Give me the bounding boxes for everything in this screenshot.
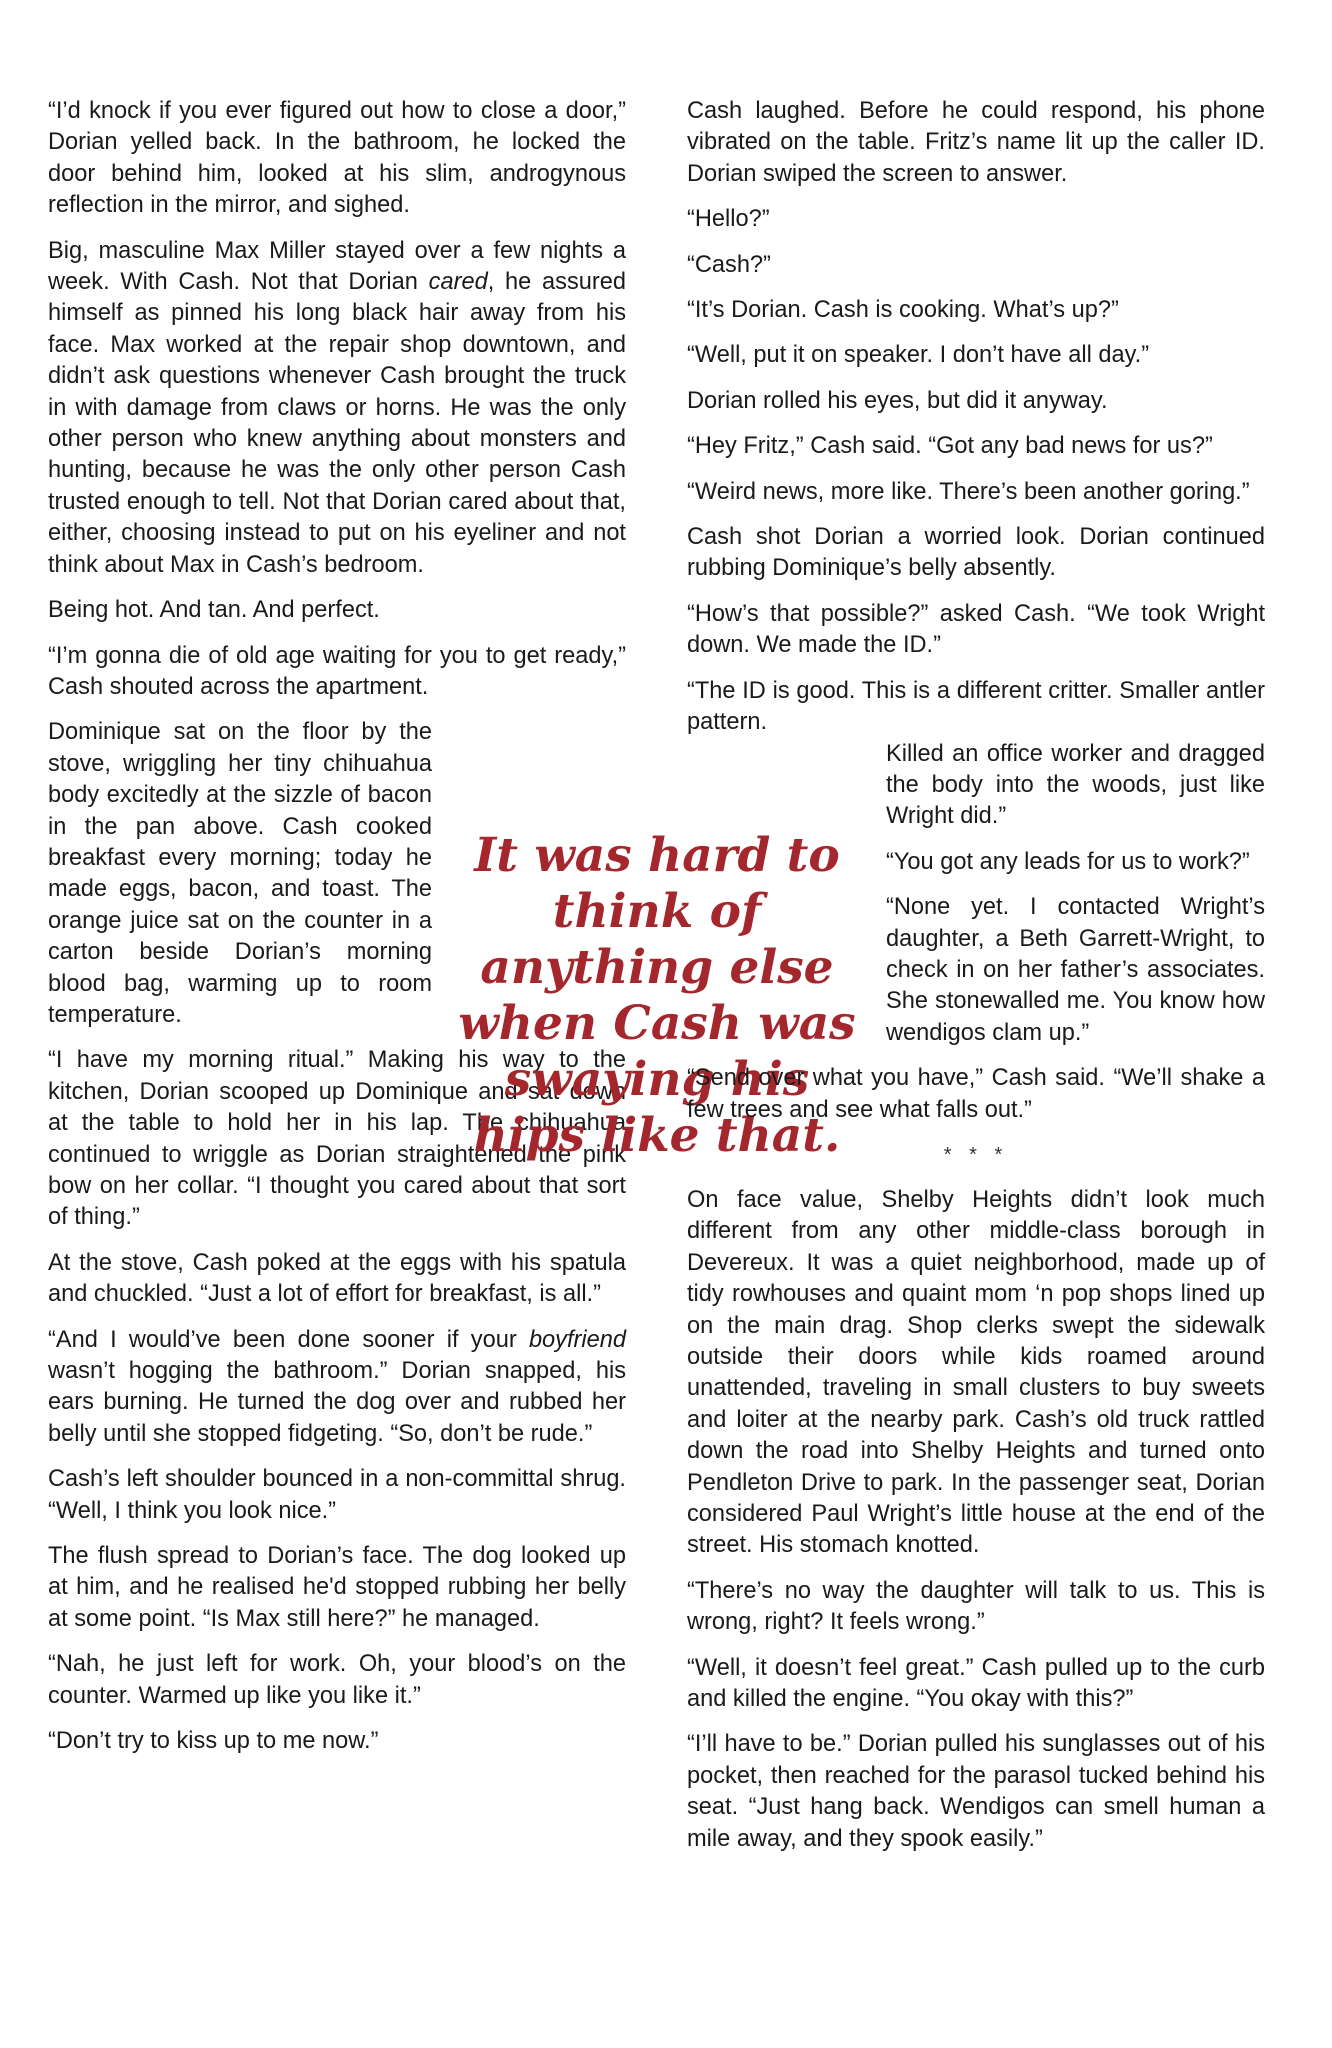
- paragraph: “You got any leads for us to work?”: [886, 848, 1250, 875]
- paragraph: At the stove, Cash poked at the eggs with his spatula and chuckled. “Just a lot of effort for breakfast, is all.”: [48, 1249, 626, 1308]
- paragraph: “Weird news, more like. There’s been another goring.”: [687, 478, 1250, 505]
- italic-text: boyfriend: [528, 1326, 626, 1353]
- paragraph: “Cash?”: [687, 251, 771, 278]
- paragraph: “Nah, he just left for work. Oh, your blood’s on the counter. Warmed up like you like it.”: [48, 1651, 626, 1709]
- paragraph: “Hello?”: [687, 206, 770, 233]
- scene-break: * * *: [943, 1143, 1009, 1166]
- text-run: wasn’t hogging the bathroom.” Dorian snapped, his ears burning. He turned the dog over and rubbed her belly until she stopped fidgeting. “So, don’t be rude.”: [48, 1358, 626, 1447]
- paragraph: “Hey Fritz,” Cash said. “Got any bad news for us?”: [687, 433, 1213, 460]
- paragraph: “I’d knock if you ever figured out how to close a door,” Dorian yelled back. In the bathroom, he locked the door behind him, looked at his slim, androgynous reflection in the mirror, and sighed.: [48, 98, 626, 219]
- text-run: , he assured himself as pinned his long black hair away from his face. Max worked at the repair shop downtown, and didn’t ask questions whenever Cash brought the truck in with damage from claws or horns. He was the only other person who knew anything about monsters and hunting, because he was the only other person Cash trusted enough to tell. Not that Dorian cared about that, either, choosing instead to put on his eyeliner and not think about Max in Cash’s bedroom.: [48, 269, 626, 578]
- paragraph: “I’ll have to be.” Dorian pulled his sunglasses out of his pocket, then reached for the parasol tucked behind his seat. “Just hang back. Wendigos can smell human a mile away, and they spook easily.”: [687, 1731, 1265, 1852]
- paragraph: [48, 236, 626, 581]
- italic-text: cared: [428, 269, 488, 296]
- right-column: [687, 96, 1265, 1869]
- paragraph: “Send over what you have,” Cash said. “We’ll shake a few trees and see what falls out.”: [687, 1065, 1265, 1123]
- text-run: Big, masculine Max Miller stayed over a few nights a week. With Cash. Not that Dorian: [48, 237, 626, 296]
- paragraph: “It’s Dorian. Cash is cooking. What’s up?”: [687, 297, 1119, 324]
- paragraph: “How’s that possible?” asked Cash. “We took Wright down. We made the ID.”: [687, 600, 1265, 659]
- paragraph: Being hot. And tan. And perfect.: [48, 597, 380, 624]
- paragraph: “The ID is good. This is a different critter. Smaller antler pattern.: [687, 677, 1265, 736]
- paragraph: “There’s no way the daughter will talk to us. This is wrong, right? It feels wrong.”: [687, 1577, 1265, 1636]
- paragraph: Dominique sat on the floor by the stove, wriggling her tiny chihuahua body excitedly at the sizzle of bacon in the pan above. Cash cooked breakfast every morning; today he made eggs, bacon, and toast. The orange juice sat on the counter in a carton beside Dorian’s morning blood bag, warming up to room temperature.: [48, 719, 432, 1028]
- paragraph: “I have my morning ritual.” Making his way to the kitchen, Dorian scooped up Dominique and sat down at the table to hold her in his lap. The chihuahua continued to wriggle as Dorian straightened the pink bow on her collar. “I thought you cared about that sort of thing.”: [48, 1047, 626, 1231]
- paragraph: Cash shot Dorian a worried look. Dorian continued rubbing Dominique’s belly absently.: [687, 524, 1265, 582]
- pull-quote: It was hard to think of anything else when Cash was swaying his hips like that.: [458, 828, 856, 1163]
- paragraph: Cash laughed. Before he could respond, his phone vibrated on the table. Fritz’s name lit up the caller ID. Dorian swiped the screen to answer.: [687, 98, 1265, 187]
- paragraph: The flush spread to Dorian’s face. The dog looked up at him, and he realised he'd stopped rubbing her belly at some point. “Is Max still here?” he managed.: [48, 1543, 626, 1632]
- paragraph: “Well, it doesn’t feel great.” Cash pulled up to the curb and killed the engine. “You okay with this?”: [687, 1654, 1265, 1713]
- paragraph: “I’m gonna die of old age waiting for you to get ready,” Cash shouted across the apartment.: [48, 642, 626, 700]
- paragraph: Cash’s left shoulder bounced in a non-committal shrug. “Well, I think you look nice.”: [48, 1466, 626, 1524]
- paragraph: “Well, put it on speaker. I don’t have all day.”: [687, 342, 1150, 369]
- paragraph: “Don’t try to kiss up to me now.”: [48, 1728, 379, 1755]
- text-run: “And I would’ve been done sooner if your: [48, 1326, 529, 1353]
- paragraph: Dorian rolled his eyes, but did it anyway.: [687, 387, 1108, 414]
- paragraph: On face value, Shelby Heights didn’t look much different from any other middle-class borough in Devereux. It was a quiet neighborhood, made up of tidy rowhouses and quaint mom ‘n pop shops lined up on the main drag. Shop clerks swept the sidewalk outside their doors while kids roamed around unattended, traveling in small clusters to buy sweets and loiter at the nearby park. Cash’s old truck rattled down the road into Shelby Heights and turned onto Pendleton Drive to park. In the passenger seat, Dorian considered Paul Wright’s little house at the end of the street. His stomach knotted.: [687, 1186, 1265, 1559]
- paragraph: [48, 1325, 626, 1451]
- paragraph: Killed an office worker and dragged the body into the woods, just like Wright did.”: [886, 740, 1265, 830]
- paragraph: “None yet. I contacted Wright’s daughter, a Beth Garrett-Wright, to check in on her father’s associates. She stonewalled me. You know how wendigos clam up.”: [886, 894, 1265, 1046]
